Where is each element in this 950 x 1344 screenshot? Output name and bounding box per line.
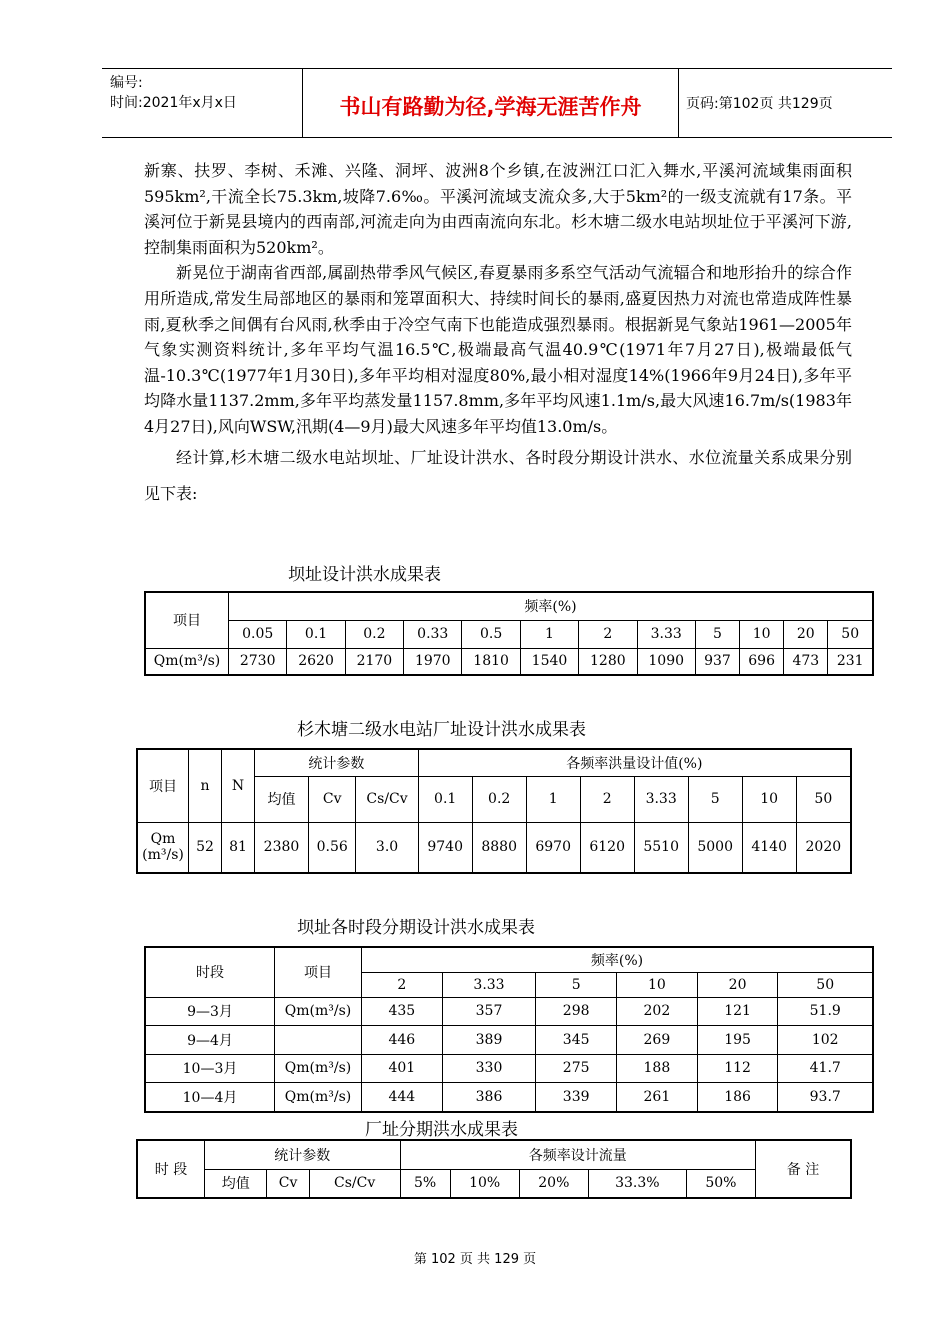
table2-cell: 4140 [742,822,796,873]
table2-cell: 6970 [526,822,580,873]
table3-cell: 41.7 [778,1054,873,1083]
table4-stat-header: 统计参数 [205,1140,401,1169]
table3-cell: 446 [362,1026,443,1055]
table2-freq: 3.33 [634,776,688,822]
table1-cell: 937 [695,648,739,675]
table3-item-header: 项目 [275,947,362,997]
table4-freq: 10% [450,1169,519,1198]
table2-cell: 81 [222,822,255,873]
table2-caption: 杉木塘二级水电站厂址设计洪水成果表 [297,720,586,740]
table1-caption: 坝址设计洪水成果表 [288,565,441,585]
header-motto: 书山有路勤为径,学海无涯苦作舟 [339,95,642,119]
table1-cell: 1090 [637,648,695,675]
table3-cell: 188 [617,1054,698,1083]
table2-cell: 2020 [796,822,851,873]
table1-cell: 473 [784,648,828,675]
table3-cell: 261 [617,1083,698,1112]
table1-cell: 2620 [287,648,345,675]
table1-cell: 2730 [229,648,287,675]
table3-freq: 2 [362,972,443,997]
table3-cell: 386 [442,1083,536,1112]
table1-freq-header: 频率(%) [229,592,874,620]
table4-freq: 33.3% [588,1169,686,1198]
table-row [145,1054,873,1083]
table3-period: 10—3月 [145,1054,275,1083]
table1-freq: 2 [579,620,637,648]
table3-cell: 330 [442,1054,536,1083]
table3-cell: 435 [362,997,443,1026]
table1-cell: 1970 [404,648,462,675]
page-header [102,68,892,138]
table1-cell: 1280 [579,648,637,675]
table3-freq: 50 [778,972,873,997]
table1-freq: 5 [695,620,739,648]
table2-item-header: 项目 [137,749,189,822]
table1-freq: 50 [828,620,873,648]
body-text [144,158,852,512]
table2-freq: 50 [796,776,851,822]
table3-cell: 275 [536,1054,617,1083]
table3-item [275,1026,362,1055]
table3-item: Qm(m³/s) [275,1054,362,1083]
table2-cell: 6120 [580,822,634,873]
table-row [145,1083,873,1112]
table1 [144,591,874,676]
table1-freq: 0.05 [229,620,287,648]
table2-freq: 1 [526,776,580,822]
table2-cell: 8880 [472,822,526,873]
table1-cell: 696 [740,648,784,675]
table3-freq: 20 [697,972,778,997]
table3-cell: 389 [442,1026,536,1055]
table4-caption: 厂址分期洪水成果表 [365,1120,518,1140]
table3-item: Qm(m³/s) [275,1083,362,1112]
table2-cell: 0.56 [309,822,356,873]
table1-freq: 3.33 [637,620,695,648]
table3-cell: 51.9 [778,997,873,1026]
table3-cell: 401 [362,1054,443,1083]
number-label: 编号: [110,75,143,91]
table2-cell: 2380 [255,822,309,873]
table3-freq-header: 频率(%) [362,947,874,972]
table1-freq: 0.5 [462,620,520,648]
table3-item: Qm(m³/s) [275,997,362,1026]
table4-freq: 5% [400,1169,450,1198]
header-left [110,73,237,113]
table2-stat-col: Cv [309,776,356,822]
page-footer: 第 102 页 共 129 页 [413,1252,537,1267]
table3-period: 10—4月 [145,1083,275,1112]
table3-cell: 195 [697,1026,778,1055]
table2-row-label-2: (m³/s) [142,847,184,864]
table4-remark-header: 备 注 [756,1140,852,1198]
table2-row-label [137,822,189,873]
table2-stat-col: 均值 [255,776,309,822]
table2-freq: 2 [580,776,634,822]
table4-stat-col: Cv [267,1169,309,1198]
table3-cell: 298 [536,997,617,1026]
table4-stat-col: Cs/Cv [309,1169,400,1198]
paragraph: 新晃位于湖南省西部,属副热带季风气候区,春夏暴雨多系空气活动气流辐合和地形抬升的综合作用所造成,常发生局部地区的暴雨和笼罩面积大、持续时间长的暴雨,盛夏因热力对流也常造成阵性暴雨,夏秋季之间偶有台风雨,秋季由于冷空气南下也能造成强烈暴雨。根据新晃气象站1961—2005年气象实测资料统计,多年平均气温16.5℃,极端最高气温40.9℃(1971年7月27日),极端最低气温-10.3℃(1977年1月30日),多年平均相对湿度80%,最小相对湿度14%(1966年9月24日),多年平均降水量1137.2mm,多年平均蒸发量1157.8mm,多年平均风速1.1m/s,最大风速16.7m/s(1983年4月27日),风向WSW,汛期(4—9月)最大风速多年平均值13.0m/s。 [144,263,852,436]
table2-stat-col: Cs/Cv [356,776,418,822]
table4-freq-header: 各频率设计流量 [400,1140,755,1169]
table3-cell: 269 [617,1026,698,1055]
table3-cell: 102 [778,1026,873,1055]
table2-stat-header: 统计参数 [255,749,419,776]
table3-cell: 444 [362,1083,443,1112]
table2-freq-header: 各频率洪量设计值(%) [418,749,851,776]
table2-cell: 52 [189,822,222,873]
table2-cell: 9740 [418,822,472,873]
table3-cell: 186 [697,1083,778,1112]
table4-freq: 50% [686,1169,755,1198]
table2-freq: 5 [688,776,742,822]
table4 [136,1139,852,1199]
table1-freq: 10 [740,620,784,648]
table1-row-label: Qm(m³/s) [145,648,229,675]
table3-cell: 121 [697,997,778,1026]
table4-period-header: 时 段 [137,1140,205,1198]
table2-cell: 5000 [688,822,742,873]
table2-freq: 0.1 [418,776,472,822]
table1-freq: 20 [784,620,828,648]
table1-freq: 0.33 [404,620,462,648]
table3-cell: 357 [442,997,536,1026]
table1-cell: 1540 [520,648,578,675]
table3-period-header: 时段 [145,947,275,997]
table3-caption: 坝址各时段分期设计洪水成果表 [297,918,535,938]
table4-stat-col: 均值 [205,1169,267,1198]
table2-row-label-1: Qm [150,831,176,848]
paragraph: 新寨、扶罗、李树、禾滩、兴隆、洞坪、波洲8个乡镇,在波洲江口汇入舞水,平溪河流域集雨面积595km²,干流全长75.3km,坡降7.6‰。平溪河流域支流众多,大于5km²的一级支流就有17条。平溪河位于新晃县境内的西南部,河流走向为由西南流向东北。杉木塘二级水电站坝址位于平溪河下游,控制集雨面积为520km²。 [144,161,852,257]
time-label: 时间:2021年x月x日 [110,95,237,111]
table3-cell: 339 [536,1083,617,1112]
table3-period: 9—3月 [145,997,275,1026]
table3-cell: 93.7 [778,1083,873,1112]
table3-freq: 3.33 [442,972,536,997]
table3-period: 9—4月 [145,1026,275,1055]
table3-cell: 202 [617,997,698,1026]
table-row [145,1026,873,1055]
table2-freq: 0.2 [472,776,526,822]
table3 [144,946,874,1113]
table4-freq: 20% [519,1169,588,1198]
table1-cell: 1810 [462,648,520,675]
table2-cell: 3.0 [356,822,418,873]
table2-cell: 5510 [634,822,688,873]
header-page-info: 页码:第102页 共129页 [686,96,833,112]
table1-cell: 231 [828,648,873,675]
table3-cell: 112 [697,1054,778,1083]
table1-item-header: 项目 [145,592,229,648]
table1-cell: 2170 [345,648,403,675]
table2-n-header: n [189,749,222,822]
table3-freq: 10 [617,972,698,997]
header-divider [678,69,679,137]
table1-freq: 0.1 [287,620,345,648]
table2-freq: 10 [742,776,796,822]
table-row [145,997,873,1026]
paragraph: 经计算,杉木塘二级水电站坝址、厂址设计洪水、各时段分期设计洪水、水位流量关系成果分别见下表: [144,447,852,503]
table1-freq: 1 [520,620,578,648]
table2-N-header: N [222,749,255,822]
table3-cell: 345 [536,1026,617,1055]
table3-freq: 5 [536,972,617,997]
table2 [136,748,852,874]
table1-freq: 0.2 [345,620,403,648]
